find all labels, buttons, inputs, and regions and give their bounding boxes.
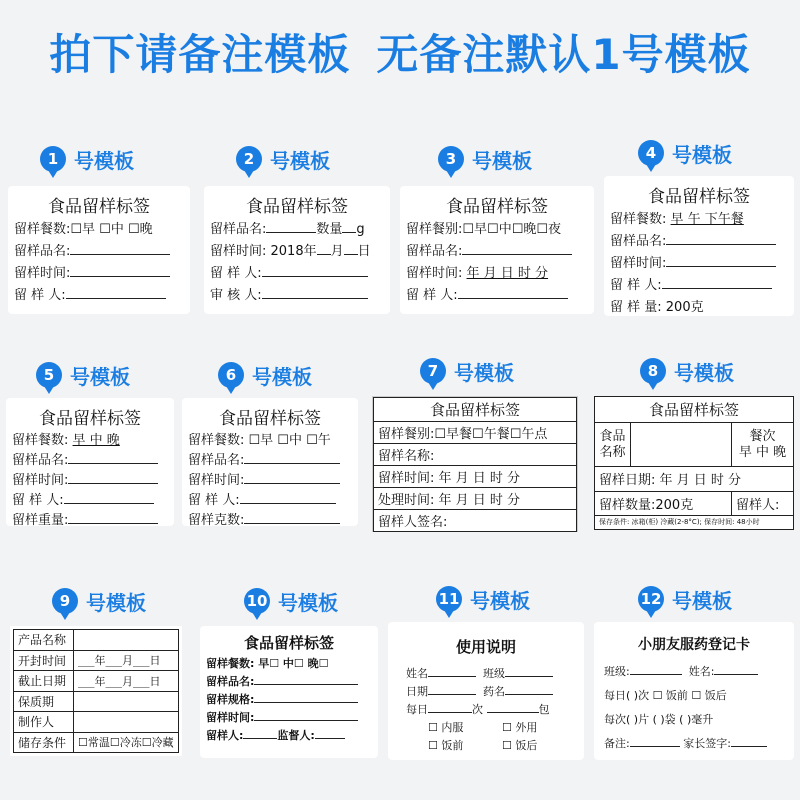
template-card-5[interactable]: 食品留样标签 留样餐数: 早 中 晚 留样品名: 留样时间: 留 样 人: 留样重量: xyxy=(6,398,174,526)
template-label-11: 11 号模板 xyxy=(436,582,530,616)
location-pin-icon: 4 xyxy=(638,140,664,166)
template-label-8: 8 号模板 xyxy=(640,354,734,388)
template-label-10: 10 号模板 xyxy=(244,584,338,618)
template-card-6[interactable]: 食品留样标签 留样餐数: ☐早 ☐中 ☐午 留样品名: 留样时间: 留 样 人: 留样克数: xyxy=(182,398,358,526)
template-label-12: 12 号模板 xyxy=(638,582,732,616)
location-pin-icon: 8 xyxy=(640,358,666,384)
template-label-7: 7 号模板 xyxy=(420,354,514,388)
card-title: 食品留样标签 xyxy=(243,634,334,652)
location-pin-icon: 7 xyxy=(420,358,446,384)
template-card-7[interactable]: 食品留样标签 留样餐别:☐早餐☐午餐☐午点 留样名称: 留样时间: 年 月 日 时 分 处理时间: 年 月 日 时 分 留样人签名: xyxy=(372,396,578,532)
template-card-8[interactable]: 食品留样标签 食品 名称 餐次 早 中 晚 留样日期: 年 月 日 时 分 留样数量:200克 留样人: 保存条件: 冰箱(柜) 冷藏(2-8°C); 保存时间: 48小时 xyxy=(594,396,794,530)
location-pin-icon: 10 xyxy=(244,588,270,614)
card-title: 食品留样标签 xyxy=(446,197,548,217)
location-pin-icon: 11 xyxy=(436,586,462,612)
template-label-3: 3 号模板 xyxy=(438,142,532,176)
template-label-6: 6 号模板 xyxy=(218,358,312,392)
template-label-9: 9 号模板 xyxy=(52,584,146,618)
template-label-4: 4 号模板 xyxy=(638,136,732,170)
card-title: 使用说明 xyxy=(455,638,516,656)
template-card-12[interactable]: 小朋友服药登记卡 班级: 姓名: 每日( )次 ☐ 饭前 ☐ 饭后 每次( )片 ( )袋 ( )毫升 备注: 家长签字: xyxy=(594,622,794,760)
location-pin-icon: 2 xyxy=(236,146,262,172)
template-label-5: 5 号模板 xyxy=(36,358,130,392)
card-title: 食品留样标签 xyxy=(219,409,321,429)
template-card-4[interactable]: 食品留样标签 留样餐数: 早 午 下午餐 留样品名: 留样时间: 留 样 人: 留 样 量: 200克 xyxy=(604,176,794,316)
card-title: 食品留样标签 xyxy=(48,197,150,217)
template-card-11[interactable]: 使用说明 姓名 班级 日期 药名 每日 次 包 ☐ 内服 ☐ 外用 ☐ 饭前 ☐ 饭后 xyxy=(388,622,584,760)
location-pin-icon: 9 xyxy=(52,588,78,614)
template-card-3[interactable]: 食品留样标签 留样餐别:☐早☐中☐晚☐夜 留样品名: 留样时间: 年 月 日 时 分 留 样 人: xyxy=(400,186,594,314)
template-label-1: 1 号模板 xyxy=(40,142,134,176)
card-title: 食品留样标签 xyxy=(39,409,141,429)
template-card-10[interactable]: 食品留样标签 留样餐数: 早☐ 中☐ 晚☐ 留样品名: 留样规格: 留样时间: 留样人: 监督人: xyxy=(200,626,378,758)
template-card-1[interactable]: 食品留样标签 留样餐数:☐早 ☐中 ☐晚 留样品名: 留样时间: 留 样 人: xyxy=(8,186,190,314)
template-label-2: 2 号模板 xyxy=(236,142,330,176)
location-pin-icon: 5 xyxy=(36,362,62,388)
page-title: 拍下请备注模板 无备注默认1号模板 xyxy=(49,30,751,79)
location-pin-icon: 1 xyxy=(40,146,66,172)
card-title: 食品留样标签 xyxy=(648,187,750,207)
location-pin-icon: 3 xyxy=(438,146,464,172)
template-card-2[interactable]: 食品留样标签 留样品名: 数量 g 留样时间: 2018年 月 日 留 样 人: 审 核 人: xyxy=(204,186,390,314)
location-pin-icon: 6 xyxy=(218,362,244,388)
card-title: 小朋友服药登记卡 xyxy=(638,637,750,653)
location-pin-icon: 12 xyxy=(638,586,664,612)
template-card-9[interactable]: 产品名称 开封时间 ___年___月___日 截止日期 ___年___月___日 保质期 制作人 储存条件 ☐常温☐冷冻☐冷藏 xyxy=(10,626,182,756)
card-title: 食品留样标签 xyxy=(246,197,348,217)
